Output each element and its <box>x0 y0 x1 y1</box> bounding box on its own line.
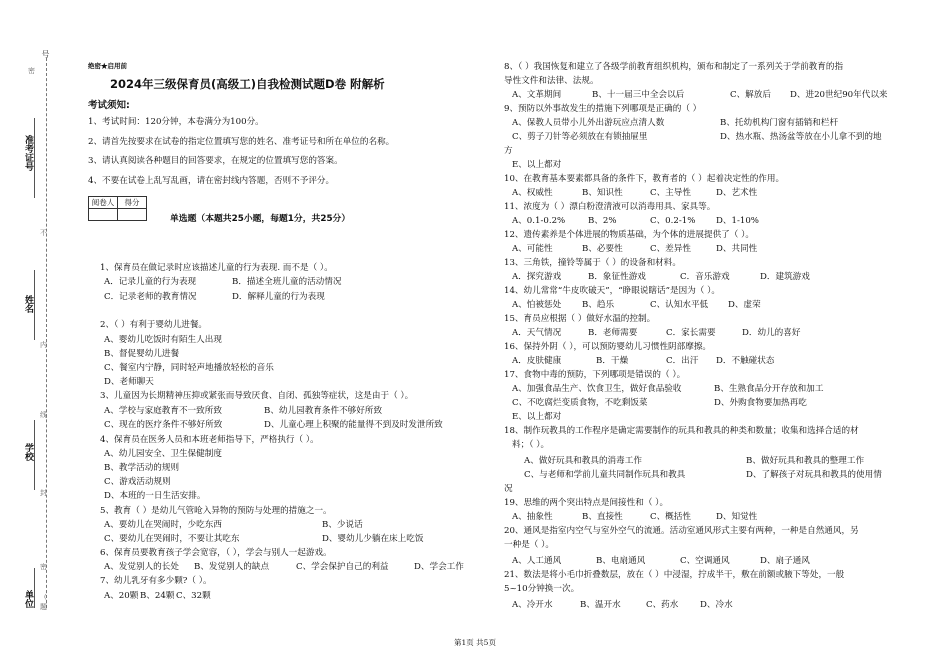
option: A、文革期间 <box>512 90 562 100</box>
notice-item: 2、请首先按要求在试卷的指定位置填写您的姓名、准考证号和所在单位的名称。 <box>88 137 395 147</box>
option: D、共同性 <box>716 244 758 254</box>
name-field[interactable] <box>34 270 35 340</box>
seal-char: 密 <box>28 67 35 75</box>
option: A、冷开水 <box>512 600 553 610</box>
option: C、餐室内宁静，同时轻声地播放轻松的音乐 <box>104 363 274 373</box>
option: D．幼儿的喜好 <box>742 328 801 338</box>
question-stem: 7、幼儿乳牙有多少颗?（ ）。 <box>100 576 212 586</box>
question-stem: 14、幼儿常常“牛皮吹破天”，“睁眼说瞎话”是因为（ ）。 <box>504 286 721 296</box>
option: D、了解孩子对玩具和教具的使用情 <box>746 470 882 480</box>
option: C、认知水平低 <box>650 300 709 310</box>
option: B、必要性 <box>582 244 623 254</box>
question-stem: 19、思维的两个突出特点是间接性和（ ）。 <box>504 498 669 508</box>
option: C．记录老师的教育情况 <box>104 292 197 302</box>
option: D、进20世纪90年代以来 <box>790 90 888 100</box>
option: A、要幼儿在哭闹时，少吃东西 <box>104 520 222 530</box>
seal-char: 封 <box>40 489 47 497</box>
question-stem: 况 <box>504 484 513 494</box>
option: D、扇子通风 <box>760 556 810 566</box>
option: D、婴幼儿少躺在床上吃饭 <box>322 534 424 544</box>
secret-mark: 绝密★启用前 <box>88 62 127 70</box>
option: D、老师聊天 <box>104 377 154 387</box>
section-heading: 单选题（本题共25小题，每题1分，共25分） <box>170 214 351 224</box>
question-stem: 2、（ ）有利于婴幼儿进餐。 <box>100 320 208 330</box>
question-stem: 15、育员应根据（ ）做好水温的控制。 <box>504 314 656 324</box>
option: D、儿童心理上积聚的能量得不到及时发泄所致 <box>264 420 443 430</box>
option: C、要幼儿在哭闹时，不要让其吃东 <box>104 534 240 544</box>
option: A、20颗 <box>104 591 139 601</box>
option: D、学会工作 <box>414 562 464 572</box>
question-stem: 17、食物中毒的预防，下列哪项是错误的（ ）。 <box>504 370 686 380</box>
option: B．描述全班儿童的活动情况 <box>232 277 342 287</box>
option: B、趋乐 <box>582 300 615 310</box>
score-table <box>88 196 147 221</box>
option: B、托幼机构门窗有插销和栏杆 <box>720 118 839 128</box>
option: A．皮肤健康 <box>512 356 562 366</box>
option: A、抽象性 <box>512 512 553 522</box>
option: C、差异性 <box>650 244 691 254</box>
question-stem: 16、保持外阴（ ），可以预防婴幼儿习惯性阴部摩擦。 <box>504 342 712 352</box>
notice-item: 3、请认真阅读各种题目的回答要求，在规定的位置填写您的答案。 <box>88 156 343 166</box>
option: D、冷水 <box>700 600 733 610</box>
option: E、以上都对 <box>512 160 562 170</box>
option: A、加强食品生产、饮食卫生，做好食品验收 <box>512 384 682 394</box>
option: D、虚荣 <box>728 300 761 310</box>
question-stem: 10、在教育基本要素都具备的条件下，教育者的（ ）起着决定性的作用。 <box>504 174 785 184</box>
question-stem: 6、保育员要教育孩子学会宽容，（ ），学会与别人一起游戏。 <box>100 548 332 558</box>
option: D、1-10% <box>716 216 759 226</box>
question-stem: 方 <box>504 146 513 156</box>
margin-top-char: 号 <box>41 50 50 58</box>
question-stem: 18、制作玩教具的工作程序是确定需要制作的玩具和教具的种类和数量；收集和选择合适的材 <box>504 426 859 436</box>
option: A、人工通风 <box>512 556 562 566</box>
option: B．干燥 <box>596 356 629 366</box>
seal-char: 密 <box>40 563 47 571</box>
option: D、热水瓶、热汤盆等放在小儿拿不到的地 <box>720 132 882 142</box>
margin-bottom-char: （ <box>40 593 47 601</box>
option: C、药水 <box>646 600 679 610</box>
margin-bottom-char: 题 <box>40 603 47 611</box>
reviewer-cell[interactable] <box>89 209 118 221</box>
unit-label: 单位 <box>23 590 33 608</box>
option: A、做好玩具和教具的消毒工作 <box>524 456 642 466</box>
question-stem: 1、保育员在做记录时应该描述儿童的行为表现. 而不是（ ）。 <box>100 263 333 273</box>
option: D、艺术性 <box>716 188 758 198</box>
question-stem: 4、保育员在医务人员和本班老师指导下，严格执行（ ）。 <box>100 435 319 445</box>
notice-item: 4、不要在试卷上乱写乱画，请在密封线内答题，否则不予评分。 <box>88 176 335 186</box>
school-label: 学校 <box>23 443 33 461</box>
question-stem: 3、儿童因为长期精神压抑或紧张而导致厌食、自闭、孤独等症状，这是由于（ ）。 <box>100 391 414 401</box>
option: B、直接性 <box>582 512 623 522</box>
seal-char: 线 <box>40 411 47 419</box>
option: B、发觉别人的缺点 <box>194 562 270 572</box>
binding-line <box>46 58 47 608</box>
option: B、十一届三中全会以后 <box>592 90 685 100</box>
option: A、0.1-0.2% <box>512 216 566 226</box>
option: B、幼儿园教育条件不够好所致 <box>264 406 383 416</box>
option: D．建筑游戏 <box>760 272 810 282</box>
option: A．探究游戏 <box>512 272 562 282</box>
question-stem: 20、通风是指室内空气与室外空气的流通。活动室通风形式主要有两种，一种是自然通风，另 <box>504 526 859 536</box>
score-header: 得分 <box>118 197 147 209</box>
option: A、保教人员带小儿外出游玩应点清人数 <box>512 118 665 128</box>
option: B、少说话 <box>322 520 363 530</box>
option: D、知觉性 <box>716 512 758 522</box>
option: C．家长需要 <box>666 328 716 338</box>
seal-char: 不 <box>40 229 47 237</box>
option: D．解释儿童的行为表现 <box>232 292 325 302</box>
unit-field[interactable] <box>34 568 35 608</box>
question-stem: 8、（ ）我国恢复和建立了各级学前教育组织机构，颁布和制定了一系列关于学前教育的指 <box>504 62 844 72</box>
option: A．天气情况 <box>512 328 562 338</box>
seal-char: 内 <box>40 341 47 349</box>
option: A、可能性 <box>512 244 553 254</box>
exam-number-label: 准考证号 <box>23 135 33 171</box>
option: B．老师需要 <box>588 328 638 338</box>
question-stem: 13、三角铁，撞铃等属于（ ）的设备和材料。 <box>504 258 681 268</box>
notice-item: 1、考试时间：120分钟，本卷满分为100分。 <box>88 117 264 127</box>
name-label: 姓名 <box>23 295 33 313</box>
option: C．音乐游戏 <box>680 272 730 282</box>
question-stem: 9、预防以外事故发生的措施下列哪项是正确的（ ） <box>504 104 702 114</box>
option: A、怕被惩处 <box>512 300 562 310</box>
option: E、以上都对 <box>512 412 562 422</box>
option: B、温开水 <box>580 600 621 610</box>
question-stem: 导性文件和法律、法规。 <box>504 76 599 86</box>
option: B、电扇通风 <box>596 556 646 566</box>
option: B、24颗 <box>140 591 175 601</box>
exam-number-field[interactable] <box>34 118 35 198</box>
score-cell[interactable] <box>118 209 147 221</box>
option: B、2% <box>588 216 617 226</box>
option: C、解放后 <box>730 90 771 100</box>
option: C、32颗 <box>176 591 211 601</box>
option: B．象征性游戏 <box>588 272 646 282</box>
option: C、不吃腐烂变质食物，不吃剩饭菜 <box>512 398 648 408</box>
option: B、知识性 <box>582 188 623 198</box>
option: A．记录儿童的行为表现 <box>104 277 197 287</box>
option: B、教学活动的规则 <box>104 463 180 473</box>
question-stem: 12、遗传素养是个体进展的物质基础，为个体的进展提供了（ ）。 <box>504 230 754 240</box>
option: B、生熟食品分开存放和加工 <box>714 384 824 394</box>
option: C、游戏活动规则 <box>104 477 171 487</box>
option: C、剪子刀针等必须放在有锁抽屉里 <box>512 132 648 142</box>
option: C、0.2-1% <box>650 216 696 226</box>
question-stem: 料；（ ）。 <box>512 440 550 450</box>
question-stem: 21、数法是将小毛巾折叠数层，放在（ ）中浸湿，拧成半干，敷在前额或腋下等处，一般 <box>504 570 845 580</box>
option: D、外购食物要加热再吃 <box>714 398 807 408</box>
question-stem: 5、教育（ ）是幼儿气管呛入异物的预防与处理的措施之一。 <box>100 506 332 516</box>
option: A、权威性 <box>512 188 553 198</box>
question-stem: 5~10分钟换一次。 <box>504 584 580 594</box>
option: A、发觉别人的长处 <box>104 562 179 572</box>
option: C．出汗 <box>666 356 699 366</box>
option: A、婴幼儿吃饭时有陌生人出现 <box>104 335 222 345</box>
option: C、空调通风 <box>680 556 730 566</box>
page-title: 2024年三级保育员(高级工)自我检测试题D卷 附解析 <box>110 77 385 91</box>
option: D．不触碰状态 <box>716 356 775 366</box>
school-field[interactable] <box>34 420 35 490</box>
option: C、现在的医疗条件不够好所致 <box>104 420 223 430</box>
option: C、学会保护自己的利益 <box>296 562 389 572</box>
option: C、主导性 <box>650 188 691 198</box>
question-stem: 一种是（ ）。 <box>504 540 554 550</box>
option: D、本班的一日生活安排。 <box>104 491 206 501</box>
page-number: 第1页 共5页 <box>454 638 496 647</box>
option: B、做好玩具和教具的整理工作 <box>746 456 865 466</box>
option: C、概括性 <box>650 512 691 522</box>
option: A、学校与家庭教育不一致所致 <box>104 406 222 416</box>
question-stem: 11、浓度为（ ）漂白粉澄清液可以消毒用具、家具等。 <box>504 202 716 212</box>
option: C、与老师和学前儿童共同制作玩具和教具 <box>524 470 686 480</box>
notice-heading: 考试须知: <box>88 100 130 111</box>
option: A、幼儿园安全、卫生保健制度 <box>104 449 222 459</box>
reviewer-header: 阅卷人 <box>89 197 118 209</box>
option: B、督促婴幼儿进餐 <box>104 349 180 359</box>
